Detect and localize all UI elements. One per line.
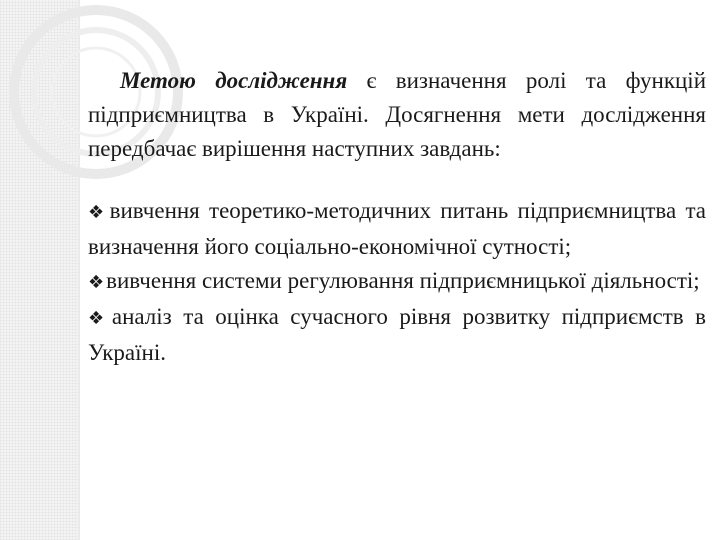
list-item-text: вивчення системи регулювання підприємницької діяльності; xyxy=(106,268,700,293)
diamond-bullet-icon: ❖ xyxy=(88,308,110,329)
slide-content xyxy=(88,64,706,370)
list-item-text: вивчення теоретико-методичних питань підприємництва та визначення його соціально-економічної сутності; xyxy=(88,198,706,259)
intro-paragraph xyxy=(88,64,706,166)
list-item xyxy=(88,264,706,300)
intro-text: є визначення ролі та функцій підприємництва в Україні. Досягнення мети дослідження передбачає вирішення наступних завдань: xyxy=(88,68,706,161)
list-item-text: аналіз та оцінка сучасного рівня розвитку підприємств в Україні. xyxy=(88,304,706,365)
diamond-bullet-icon: ❖ xyxy=(88,202,108,223)
task-list xyxy=(88,194,706,370)
intro-emphasis: Метою дослідження xyxy=(120,68,348,93)
diamond-bullet-icon: ❖ xyxy=(88,272,105,293)
list-item xyxy=(88,194,706,264)
list-item xyxy=(88,300,706,370)
